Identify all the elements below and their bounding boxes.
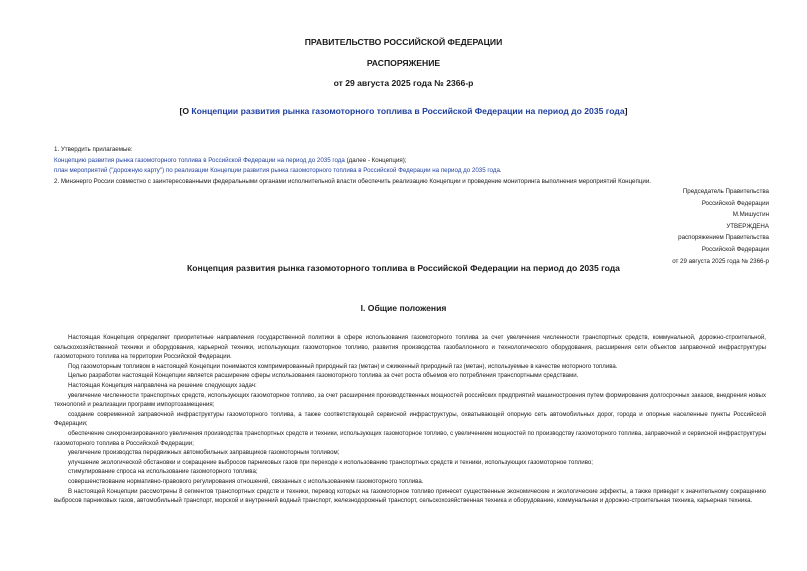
orders-block bbox=[54, 145, 774, 187]
paragraph: Целью разработки настоящей Концепции является расширение сферы использования газомоторного топлива за счет роста объемов его потребления транспортными средствами. bbox=[68, 372, 579, 380]
approved-line: распоряжением Правительства bbox=[678, 234, 769, 242]
order-item-1: 1. Утвердить прилагаемые: bbox=[54, 146, 133, 153]
approved-line: Российской Федерации bbox=[701, 245, 769, 253]
paragraph: улучшение экологической обстановки и сокращение выбросов парниковых газов при переходе к использованию транспортных средств и техники, использующих газомоторное топливо; bbox=[68, 458, 593, 466]
title-link[interactable]: Концепции развития рынка газомоторного топлива в Российской Федерации на период до 2035 года bbox=[191, 106, 625, 116]
signature-block bbox=[672, 186, 769, 267]
approved-label: УТВЕРЖДЕНА bbox=[726, 222, 769, 230]
date-number: от 29 августа 2025 года № 2366-р bbox=[333, 78, 474, 88]
title-bracket-open: [О bbox=[179, 106, 192, 116]
paragraph: создание современной заправочной инфраструктуры газомоторного топлива, а также соответствующей сервисной инфраструктуры, охватывающей опорную сеть автомобильных дорог, города и опорные населенные пункты Российской Федерации; bbox=[54, 410, 766, 428]
signature-line: Российской Федерации bbox=[701, 199, 769, 207]
paragraph: стимулирование спроса на использование газомоторного топлива; bbox=[68, 468, 258, 476]
approved-date: от 29 августа 2025 года № 2366-р bbox=[672, 257, 769, 265]
roadmap-link[interactable]: план мероприятий ("дорожную карту") по реализации Концепции развития рынка газомоторного топлива в Российской Федерации на период до 2035 года bbox=[54, 167, 500, 174]
paragraph: совершенствование нормативно-правового регулирования отношений, связанных с использованием газомоторного топлива. bbox=[68, 477, 424, 485]
body-text bbox=[54, 333, 766, 506]
document-title bbox=[0, 106, 807, 116]
title-bracket-close: ] bbox=[624, 106, 628, 116]
signature-line: Председатель Правительства bbox=[682, 188, 769, 195]
paragraph: Настоящая Концепция определяет приоритетные направления государственной политики в сфере использования газомоторного топлива за счет увеличения численности транспортных средств, коммунальной, дорожно-строительной, сельскохозяйственной техники и оборудования, карьерной техники, использующих газомоторное топливо, развития производства газобаллонного и технологического оборудования, расширения сети объектов заправочной инфраструктуры газомоторного топлива на территории Российской Федерации. bbox=[54, 334, 766, 361]
signature-name: М.Мишустин bbox=[732, 211, 769, 219]
section-title: I. Общие положения bbox=[360, 303, 447, 313]
government-heading: ПРАВИТЕЛЬСТВО РОССИЙСКОЙ ФЕДЕРАЦИИ bbox=[304, 37, 503, 47]
paragraph: увеличение производства передвижных автомобильных заправщиков газомоторным топливом; bbox=[68, 449, 340, 457]
order-link-1-line bbox=[54, 156, 774, 167]
concept-title: Концепция развития рынка газомоторного топлива в Российской Федерации на период до 2035 года bbox=[187, 263, 620, 273]
roadmap-link-suffix: . bbox=[499, 167, 502, 174]
order-item-2: 2. Минэнерго России совместно с заинтересованными федеральными органами исполнительной власти обеспечить реализацию Концепции и проведение мониторинга выполнения мероприятий Концепции. bbox=[54, 177, 652, 185]
concept-link-suffix: (далее - Концепция); bbox=[344, 156, 407, 164]
paragraph: В настоящей Концепции рассмотрены 8 сегментов транспортных средств и техники, перевод которых на газомоторное топливо принесет существенные экономические и экологические эффекты, а также приведет к значительному сокращению выбросов парниковых газов, автомобильный транспорт, морской и внутренний водный транспорт, железнодорожный транспорт, сельскохозяйственная техника и оборудование, коммунальная и дорожно-строительная техника, карьерная техника. bbox=[54, 487, 766, 505]
paragraph: Под газомоторным топливом в настоящей Концепции понимаются компримированный природный газ (метан) и сжиженный природный газ (метан), используемые в качестве моторного топлива. bbox=[68, 362, 618, 370]
paragraph: Настоящая Концепция направлена на решение следующих задач: bbox=[68, 381, 257, 389]
paragraph: обеспечение синхронизированного увеличения производства транспортных средств и техники, использующих газомоторное топливо, с увеличением мощностей по производству газомоторного топлива, заправочной и сервисной инфраструктуры газомоторного топлива в Российской Федерации; bbox=[54, 429, 766, 447]
paragraph: увеличение численности транспортных средств, использующих газомоторное топливо, за счет расширения производственных мощностей российских предприятий машиностроения путем формирования долгосрочных заказов, внедрения новых технологий и реализации программ импортозамещения; bbox=[54, 391, 766, 409]
concept-link[interactable]: Концепцию развития рынка газомоторного топлива в Российской Федерации на период до 2035 года bbox=[54, 156, 345, 164]
doc-type-heading: РАСПОРЯЖЕНИЕ bbox=[366, 58, 441, 68]
order-link-2-line bbox=[54, 166, 774, 177]
